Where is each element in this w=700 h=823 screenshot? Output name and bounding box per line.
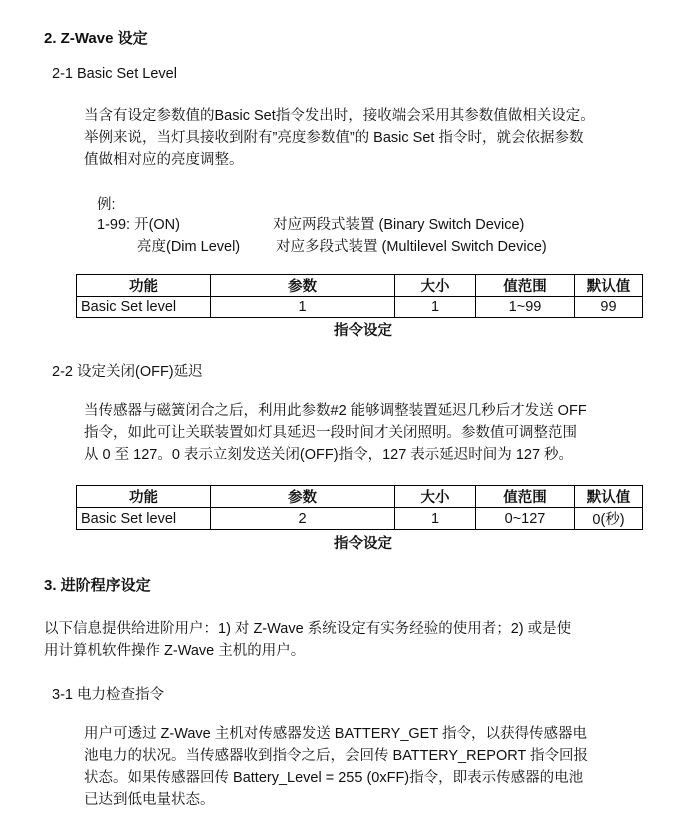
table-cell: 0(秒) [575,508,643,530]
table-header-cell: 功能 [77,486,211,508]
table-cell: 1 [395,508,476,530]
table-cell: 1~99 [476,297,575,318]
table-row [77,508,643,530]
table-row [77,297,643,318]
subsection-2-2-heading: 2-2 设定关闭(OFF)延迟 [52,364,203,380]
paragraph-3-1-line-1: 用户可透过 Z-Wave 主机对传感器发送 BATTERY_GET 指令，以获得传感器电 [84,726,587,742]
table-header-cell: 大小 [395,275,476,297]
example-label: 例: [97,197,116,213]
table-2-caption: 指令设定 [334,536,392,552]
table-header-cell: 默认值 [575,486,643,508]
table-header-cell: 参数 [211,486,395,508]
example-row-1-value: 1-99: 开(ON) [97,217,180,233]
table-header-cell: 大小 [395,486,476,508]
paragraph-2-1-line-2: 举例来说，当灯具接收到附有”亮度参数值”的 Basic Set 指令时，就会依据参数 [84,130,584,146]
paragraph-2-2-line-1: 当传感器与磁簧闭合之后，利用此参数#2 能够调整装置延迟几秒后才发送 OFF [84,403,587,419]
example-row-2-value: 亮度(Dim Level) [137,239,241,255]
table-header-cell: 值范围 [476,486,575,508]
table-header-cell: 值范围 [476,275,575,297]
paragraph-3-1-line-3: 状态。如果传感器回传 Battery_Level = 255 (0xFF)指令，即表示传感器的电池 [84,770,584,786]
paragraph-3-1-line-4: 已达到低电量状态。 [84,792,215,808]
paragraph-2-2-line-2: 指令，如此可让关联装置如灯具延迟一段时间才关闭照明。参数值可调整范围 [84,425,577,441]
table-header-cell: 参数 [211,275,395,297]
section-2-heading: 2. Z-Wave 设定 [44,30,148,47]
example-row-1-desc: 对应两段式装置 (Binary Switch Device) [273,217,525,233]
table-1-caption: 指令设定 [334,323,392,339]
paragraph-2-1-line-1: 当含有设定参数值的Basic Set指令发出时，接收端会采用其参数值做相关设定。 [84,108,595,124]
table-cell: 0~127 [476,508,575,530]
section-3-heading: 3. 进阶程序设定 [44,577,151,594]
table-cell: Basic Set level [77,508,211,530]
table-header-cell: 默认值 [575,275,643,297]
subsection-3-1-heading: 3-1 电力检查指令 [52,687,164,703]
parameter-table-2 [76,485,643,530]
table-cell: 99 [575,297,643,318]
table-cell: 1 [211,297,395,318]
section-3-intro-line-1: 以下信息提供给进阶用户：1) 对 Z-Wave 系统设定有实务经验的使用者；2) 或是使 [44,621,572,637]
table-header-cell: 功能 [77,275,211,297]
table-cell: 2 [211,508,395,530]
paragraph-2-2-line-3: 从 0 至 127。0 表示立刻发送关闭(OFF)指令，127 表示延迟时间为 127 秒。 [84,447,574,463]
subsection-2-1-heading: 2-1 Basic Set Level [52,66,177,82]
table-cell: Basic Set level [77,297,211,318]
table-cell: 1 [395,297,476,318]
section-3-intro-line-2: 用计算机软件操作 Z-Wave 主机的用户。 [44,643,306,659]
parameter-table-1 [76,274,643,318]
example-row-2-desc: 对应多段式装置 (Multilevel Switch Device) [276,239,547,255]
paragraph-3-1-line-2: 池电力的状况。当传感器收到指令之后，会回传 BATTERY_REPORT 指令回报 [84,748,589,764]
table-header-row [77,486,643,508]
table-header-row [77,275,643,297]
paragraph-2-1-line-3: 值做相对应的亮度调整。 [84,152,244,168]
